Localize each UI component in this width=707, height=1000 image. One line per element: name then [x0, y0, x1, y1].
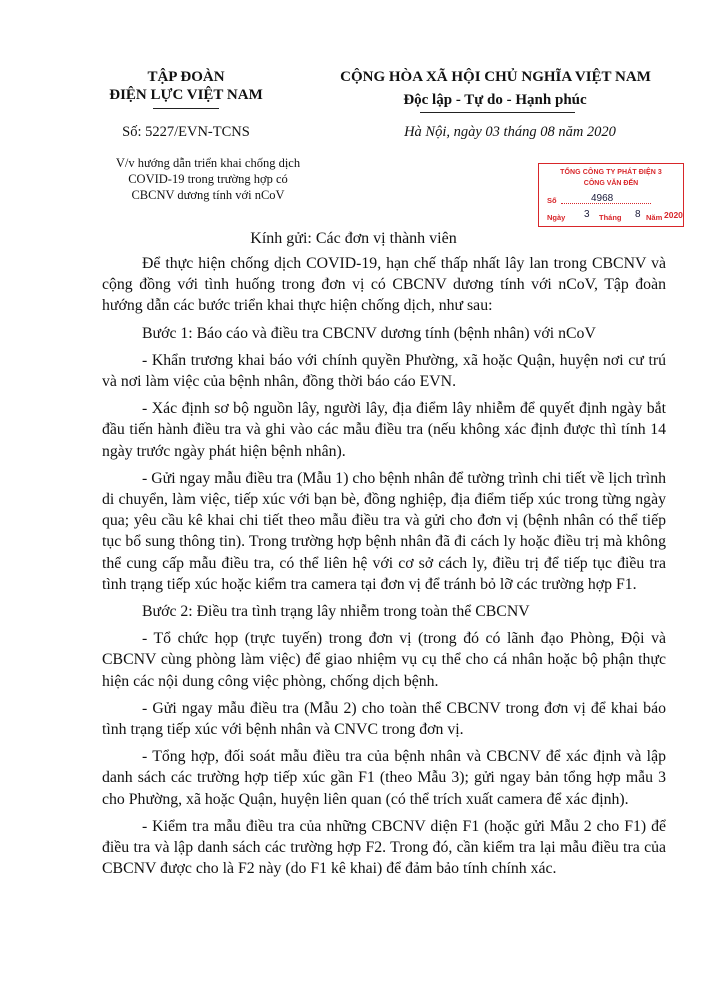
document-number: Số: 5227/EVN-TCNS: [122, 124, 250, 140]
place-date: Hà Nội, ngày 03 tháng 08 năm 2020: [404, 124, 616, 140]
step1-item-identify: - Xác định sơ bộ nguồn lây, người lây, địa điểm lây nhiễm để quyết định ngày bắt đầu tiến hành điều tra và ghi vào các mẫu điều tra (nếu không xác định được thì tính 14 ngày trước ngày phát hiện bệnh nhân).: [102, 400, 666, 460]
national-motto: Độc lập - Tự do - Hạnh phúc: [403, 92, 587, 108]
step2-item-f2-list: - Kiểm tra mẫu điều tra của những CBCNV diện F1 (hoặc gửi Mẫu 2 cho F1) để điều tra và lập danh sách các trường hợp F2. Trong đó, cần kiểm tra lại mẫu điều tra của CBCNV được cho là F2 này (do F1 kê khai) để đảm bảo tính chính xác.: [102, 817, 666, 878]
stamp-org: TỔNG CÔNG TY PHÁT ĐIỆN 3: [560, 169, 662, 176]
org-underline: [153, 108, 219, 109]
step2-item-meeting: - Tổ chức họp (trực tuyến) trong đơn vị (trong đó có lãnh đạo Phòng, Đội và CBCNV cùng phòng làm việc) để giao nhiệm vụ cụ thể cho cá nhân hoặc bộ phận thực hiện các nội dung công việc phòng, chống dịch bệnh.: [102, 630, 666, 690]
nation-title: CỘNG HÒA XÃ HỘI CHỦ NGHĨA VIỆT NAM: [340, 69, 651, 85]
document-subject: V/v hướng dẫn triển khai chống dịch COVID-19 trong trường hợp có CBCNV dương tính với nCoV: [115, 156, 301, 202]
stamp-ngay-label: Ngày: [547, 213, 566, 222]
org-name-line2: ĐIỆN LỰC VIỆT NAM: [109, 87, 263, 103]
stamp-nam-value: 2020: [664, 210, 683, 220]
letter-body: [102, 253, 666, 885]
stamp-thang-value: 8: [635, 209, 641, 220]
step1-item-report: - Khẩn trương khai báo với chính quyền Phường, xã hoặc Quận, huyện nơi cư trú và nơi làm việc của bệnh nhân, đồng thời báo cáo EVN.: [102, 351, 666, 391]
step2-item-form2: - Gửi ngay mẫu điều tra (Mẫu 2) cho toàn thể CBCNV trong đơn vị để khai báo tình trạng tiếp xúc với bệnh nhân và CNVC trong đơn vị.: [102, 699, 666, 739]
intro-paragraph: Để thực hiện chống dịch COVID-19, hạn chế thấp nhất lây lan trong CBCNV và cộng đồng với tình huống trong đơn vị có CBCNV dương tính với nCoV, Tập đoàn hướng dẫn các bước triển khai thực hiện chống dịch, như sau:: [102, 255, 666, 315]
stamp-so-label: Số: [547, 196, 557, 205]
org-name-line1: TẬP ĐOÀN: [147, 69, 225, 85]
recipient-line: Kính gửi: Các đơn vị thành viên: [250, 230, 457, 247]
step1-heading: Bước 1: Báo cáo và điều tra CBCNV dương tính (bệnh nhân) với nCoV: [142, 324, 596, 342]
stamp-ngay-value: 3: [584, 209, 590, 220]
stamp-nam-label: Năm: [646, 213, 663, 222]
step2-item-f1-list: - Tổng hợp, đối soát mẫu điều tra của bệnh nhân và CBCNV để xác định và lập danh sách các trường hợp tiếp xúc gần F1 (theo Mẫu 3); gửi ngay bản tổng hợp mẫu 3 cho Phường, xã hoặc Quận, huyện liên quan (có thể trích xuất camera để xác định).: [102, 748, 666, 808]
stamp-so-value: 4968: [591, 193, 614, 204]
stamp-title: CÔNG VĂN ĐẾN: [583, 180, 639, 187]
step2-heading: Bước 2: Điều tra tình trạng lây nhiễm trong toàn thể CBCNV: [142, 603, 530, 621]
step1-item-survey: - Gửi ngay mẫu điều tra (Mẫu 1) cho bệnh nhân để tường trình chi tiết về lịch trình di chuyển, làm việc, tiếp xúc với bạn bè, đồng nghiệp, địa điểm tiếp xúc trong từng ngày qua; yêu cầu kê khai chi tiết theo mẫu điều tra và gửi cho đơn vị (bệnh nhân có thể tiếp tục bổ sung thông tin). Trong trường hợp bệnh nhân đã đi cách ly hoặc điều trị mà không thể cung cấp mẫu điều tra, có thể liên hệ với cơ sở cách ly, điều trị để tiếp tục điều tra tình trạng tiếp xúc hoặc kiểm tra camera tại đơn vị để tránh bỏ lỡ các trường hợp F1.: [102, 469, 666, 593]
received-stamp: [538, 163, 684, 227]
motto-underline: [420, 112, 575, 113]
stamp-thang-label: Tháng: [599, 213, 622, 222]
